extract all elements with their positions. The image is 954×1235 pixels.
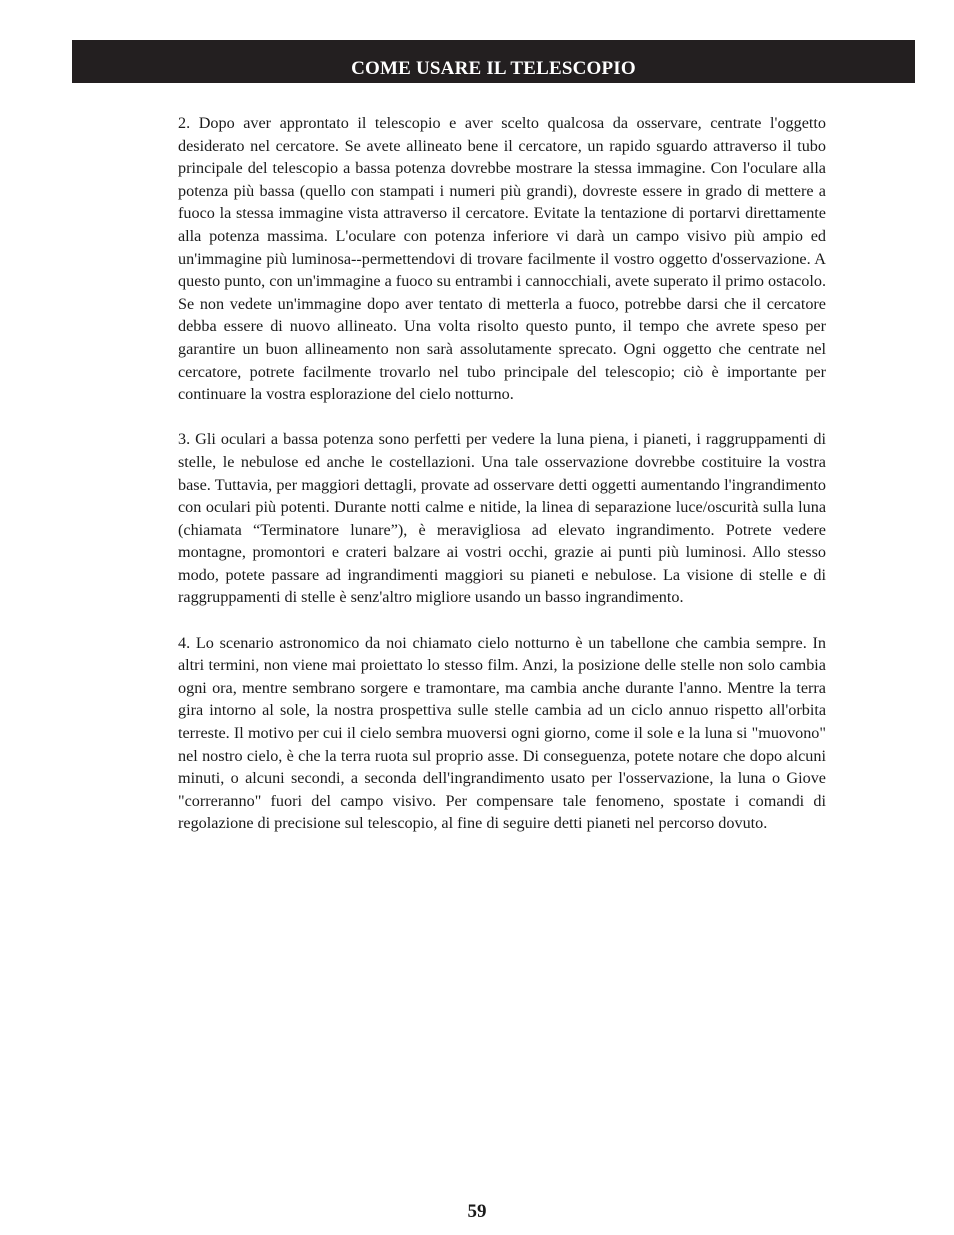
body-text bbox=[178, 112, 826, 858]
paragraph-step-4: 4. Lo scenario astronomico da noi chiamato cielo notturno è un tabellone che cambia sempre. In altri termini, non viene mai proiettato lo stesso film. Anzi, la posizione delle stelle non solo cambia ogni ora, mentre sembrano sorgere e tramontare, ma cambia anche durante l'anno. Mentre la terra gira intorno al sole, la nostra prospettiva sulle stelle cambia ad un ciclo annuo rispetto all'orbita terreste. Il motivo per cui il cielo sembra muoversi ogni giorno, come il sole e la luna si "muovono" nel nostro cielo, è che la terra ruota sul proprio asse. Di conseguenza, potete notare che dopo alcuni minuti, o alcuni secondi, a seconda dell'ingrandimento usato per l'osservazione, la luna o Giove "correranno" fuori del campo visivo. Per compensare tale fenomeno, spostate i comandi di regolazione di precisione sul telescopio, al fine di seguire detti pianeti nel percorso dovuto. bbox=[178, 633, 826, 833]
page-number: 59 bbox=[467, 1201, 487, 1222]
paragraph-step-2: 2. Dopo aver approntato il telescopio e aver scelto qualcosa da osservare, centrate l'oggetto desiderato nel cercatore. Se avete allineato bene il cercatore, un rapido sguardo attraverso il tubo principale del telescopio a bassa potenza dovrebbe mostrare la stessa immagine. Con l'oculare alla potenza più bassa (quello con stampati i numeri più grandi), dovreste essere in grado di mettere a fuoco la stessa immagine vista attraverso il cercatore. Evitate la tentazione di portarvi direttamente alla potenza massima. L'oculare con potenza inferiore vi darà un campo visivo più ampio ed un'immagine più luminosa--permettendovi di trovare facilmente il vostro oggetto d'osservazione. A questo punto, con un'immagine a fuoco su entrambi i cannocchiali, avete superato il primo ostacolo. Se non vedete un'immagine dopo aver tentato di metterla a fuoco, potrebbe darsi che il cercatore debba essere di nuovo allineato. Una volta risolto questo punto, il tempo che avrete speso per garantire un buon allineamento non sarà assolutamente sprecato. Ogni oggetto che centrate nel cercatore, potrete facilmente trovarlo nel tubo principale del telescopio; ciò è importante per continuare la vostra esplorazione del cielo notturno. bbox=[178, 114, 826, 404]
section-title: COME USARE IL TELESCOPIO bbox=[351, 58, 636, 79]
section-header-bar bbox=[72, 40, 915, 83]
paragraph-step-3: 3. Gli oculari a bassa potenza sono perfetti per vedere la luna piena, i pianeti, i raggruppamenti di stelle, le nebulose ed anche le costellazioni. Una tale osservazione dovrebbe costituire la vostra base. Tuttavia, per maggiori dettagli, provate ad osservare detti oggetti aumentando l'ingrandimento con oculari più potenti. Durante notti calme e nitide, la linea di separazione luce/oscurità sulla luna (chiamata “Terminatore lunare”), è meravigliosa ad elevato ingrandimento. Potrete vedere montagne, promontori e crateri balzare ai vostri occhi, grazie ai punti più luminosi. Allo stesso modo, potete passare ad ingrandimenti maggiori su pianeti e nebulose. La visione di stelle e di raggruppamenti di stelle è senz'altro migliore usando un basso ingrandimento. bbox=[178, 430, 826, 607]
